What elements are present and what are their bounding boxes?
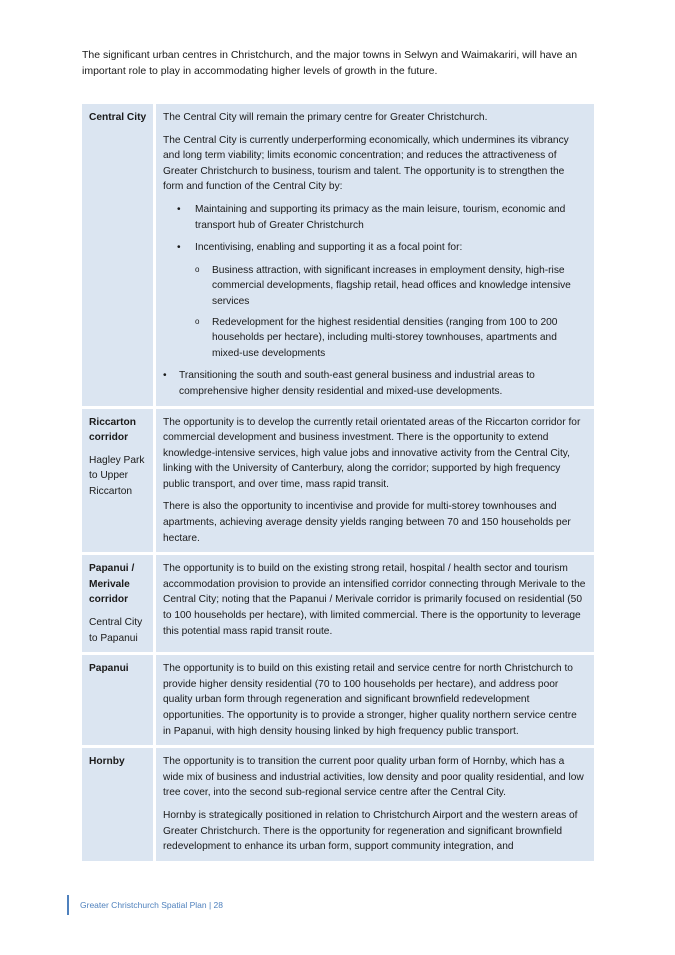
zone-description-cell [156,409,594,553]
zone-description-cell [156,104,594,406]
zone-paragraph: The Central City is currently underperforming economically, which undermines its vibrancy and long term viability; limits economic concentration; and reduces the attractiveness of Greater Christchurch to business, tourism and talent. The opportunity is to strengthen the form and function of the Central City by: [163,134,569,193]
table-row-central-city [82,104,594,406]
zone-name-cell [82,748,156,861]
bullet-item [177,240,586,361]
bullet-list [163,368,586,399]
intro-paragraph: The significant urban centres in Christchurch, and the major towns in Selwyn and Waimakariri, will have an important role to play in accommodating higher levels of growth in the future. [82,49,578,77]
zone-name: Central City [89,112,147,123]
zone-name-cell [82,655,156,745]
zone-paragraph: Hornby is strategically positioned in relation to Christchurch Airport and the western areas of Greater Christchurch. There is the opportunity for regeneration and significant brownfield redevelopment to enhance its urban form, support community integration, and [163,809,578,853]
zone-paragraph: The Central City will remain the primary centre for Greater Christchurch. [163,112,488,123]
sub-bullet-item: o Redevelopment for the highest residential densities (ranging from 100 to 200 households per hectare), including multi-storey townhouses, apartments and mixed-use developments [195,315,586,362]
bullet-item: • Maintaining and supporting its primacy as the main leisure, tourism, economic and transport hub of Greater Christchurch [177,202,586,233]
zone-paragraph: The opportunity is to build on the existing strong retail, hospital / health sector and tourism accommodation provision to provide an intensified corridor connecting through Merivale to the Central City; noting that the Papanui / Merivale corridor is primarily focused on residential (50 to 100 households per hectare), with limited commercial. There is the opportunity to leverage this potential mass rapid transit route. [163,563,586,637]
zone-description-cell [156,655,594,745]
bullet-list [163,202,586,361]
bullet-item: • Transitioning the south and south-east general business and industrial areas to comprehensive higher density residential and mixed-use developments. [163,368,586,399]
zone-name: Riccarton corridor [89,416,136,444]
zone-name-cell [82,409,156,553]
zone-name-cell [82,104,156,406]
zone-name: Papanui [89,663,129,675]
page-footer: Greater Christchurch Spatial Plan | 28 [67,895,223,915]
zone-description-cell [156,555,594,652]
table-row-hornby [82,748,594,861]
table-row-papanui [82,655,594,745]
zone-name-cell [82,555,156,652]
zone-paragraph: The opportunity is to build on this existing retail and service centre for north Christchurch to provide higher density residential (70 to 100 households per hectare), and address poor quality urban form through regeneration and significant brownfield redevelopment opportunities. The opportunity is to provide a stronger, higher quality northern service centre in Papanui, with high density housing linked by high frequency public transport. [163,663,577,737]
zone-name: Hornby [89,756,125,768]
zone-paragraph: The opportunity is to transition the current poor quality urban form of Hornby, which has a wide mix of business and industrial activities, low density and poor quality residential, and low tree cover, into the second sub-regional service centre after the Central City. [163,756,584,799]
zone-name: Papanui / Merivale corridor [89,563,135,606]
zone-paragraph: There is also the opportunity to incentivise and provide for multi-storey townhouses and apartments, achieving average density yields ranging between 70 and 150 households per hectare. [163,501,571,544]
table-row-riccarton [82,409,594,553]
bullet-text: Incentivising, enabling and supporting it as a focal point for: [195,242,463,254]
zone-description-cell [156,748,594,861]
sub-bullet-list [195,263,586,362]
table-row-papanui-merivale [82,555,594,652]
growth-areas-table [82,101,594,864]
sub-bullet-item: o Business attraction, with significant increases in employment density, high-rise commercial developments, flagship retail, head offices and knowledge intensive services [195,263,586,310]
zone-paragraph: The opportunity is to develop the currently retail orientated areas of the Riccarton corridor for commercial development and business investment. There is the opportunity to extend knowledge-intensive services, high value jobs and innovative activity from the Central City, linking with the University of Canterbury, along the corridor; supported by high frequency public transport, and over time, mass rapid transit. [163,416,581,490]
zone-subtitle: Hagley Park to Upper Riccarton [89,454,145,497]
zone-subtitle: Central City to Papanui [89,617,143,644]
